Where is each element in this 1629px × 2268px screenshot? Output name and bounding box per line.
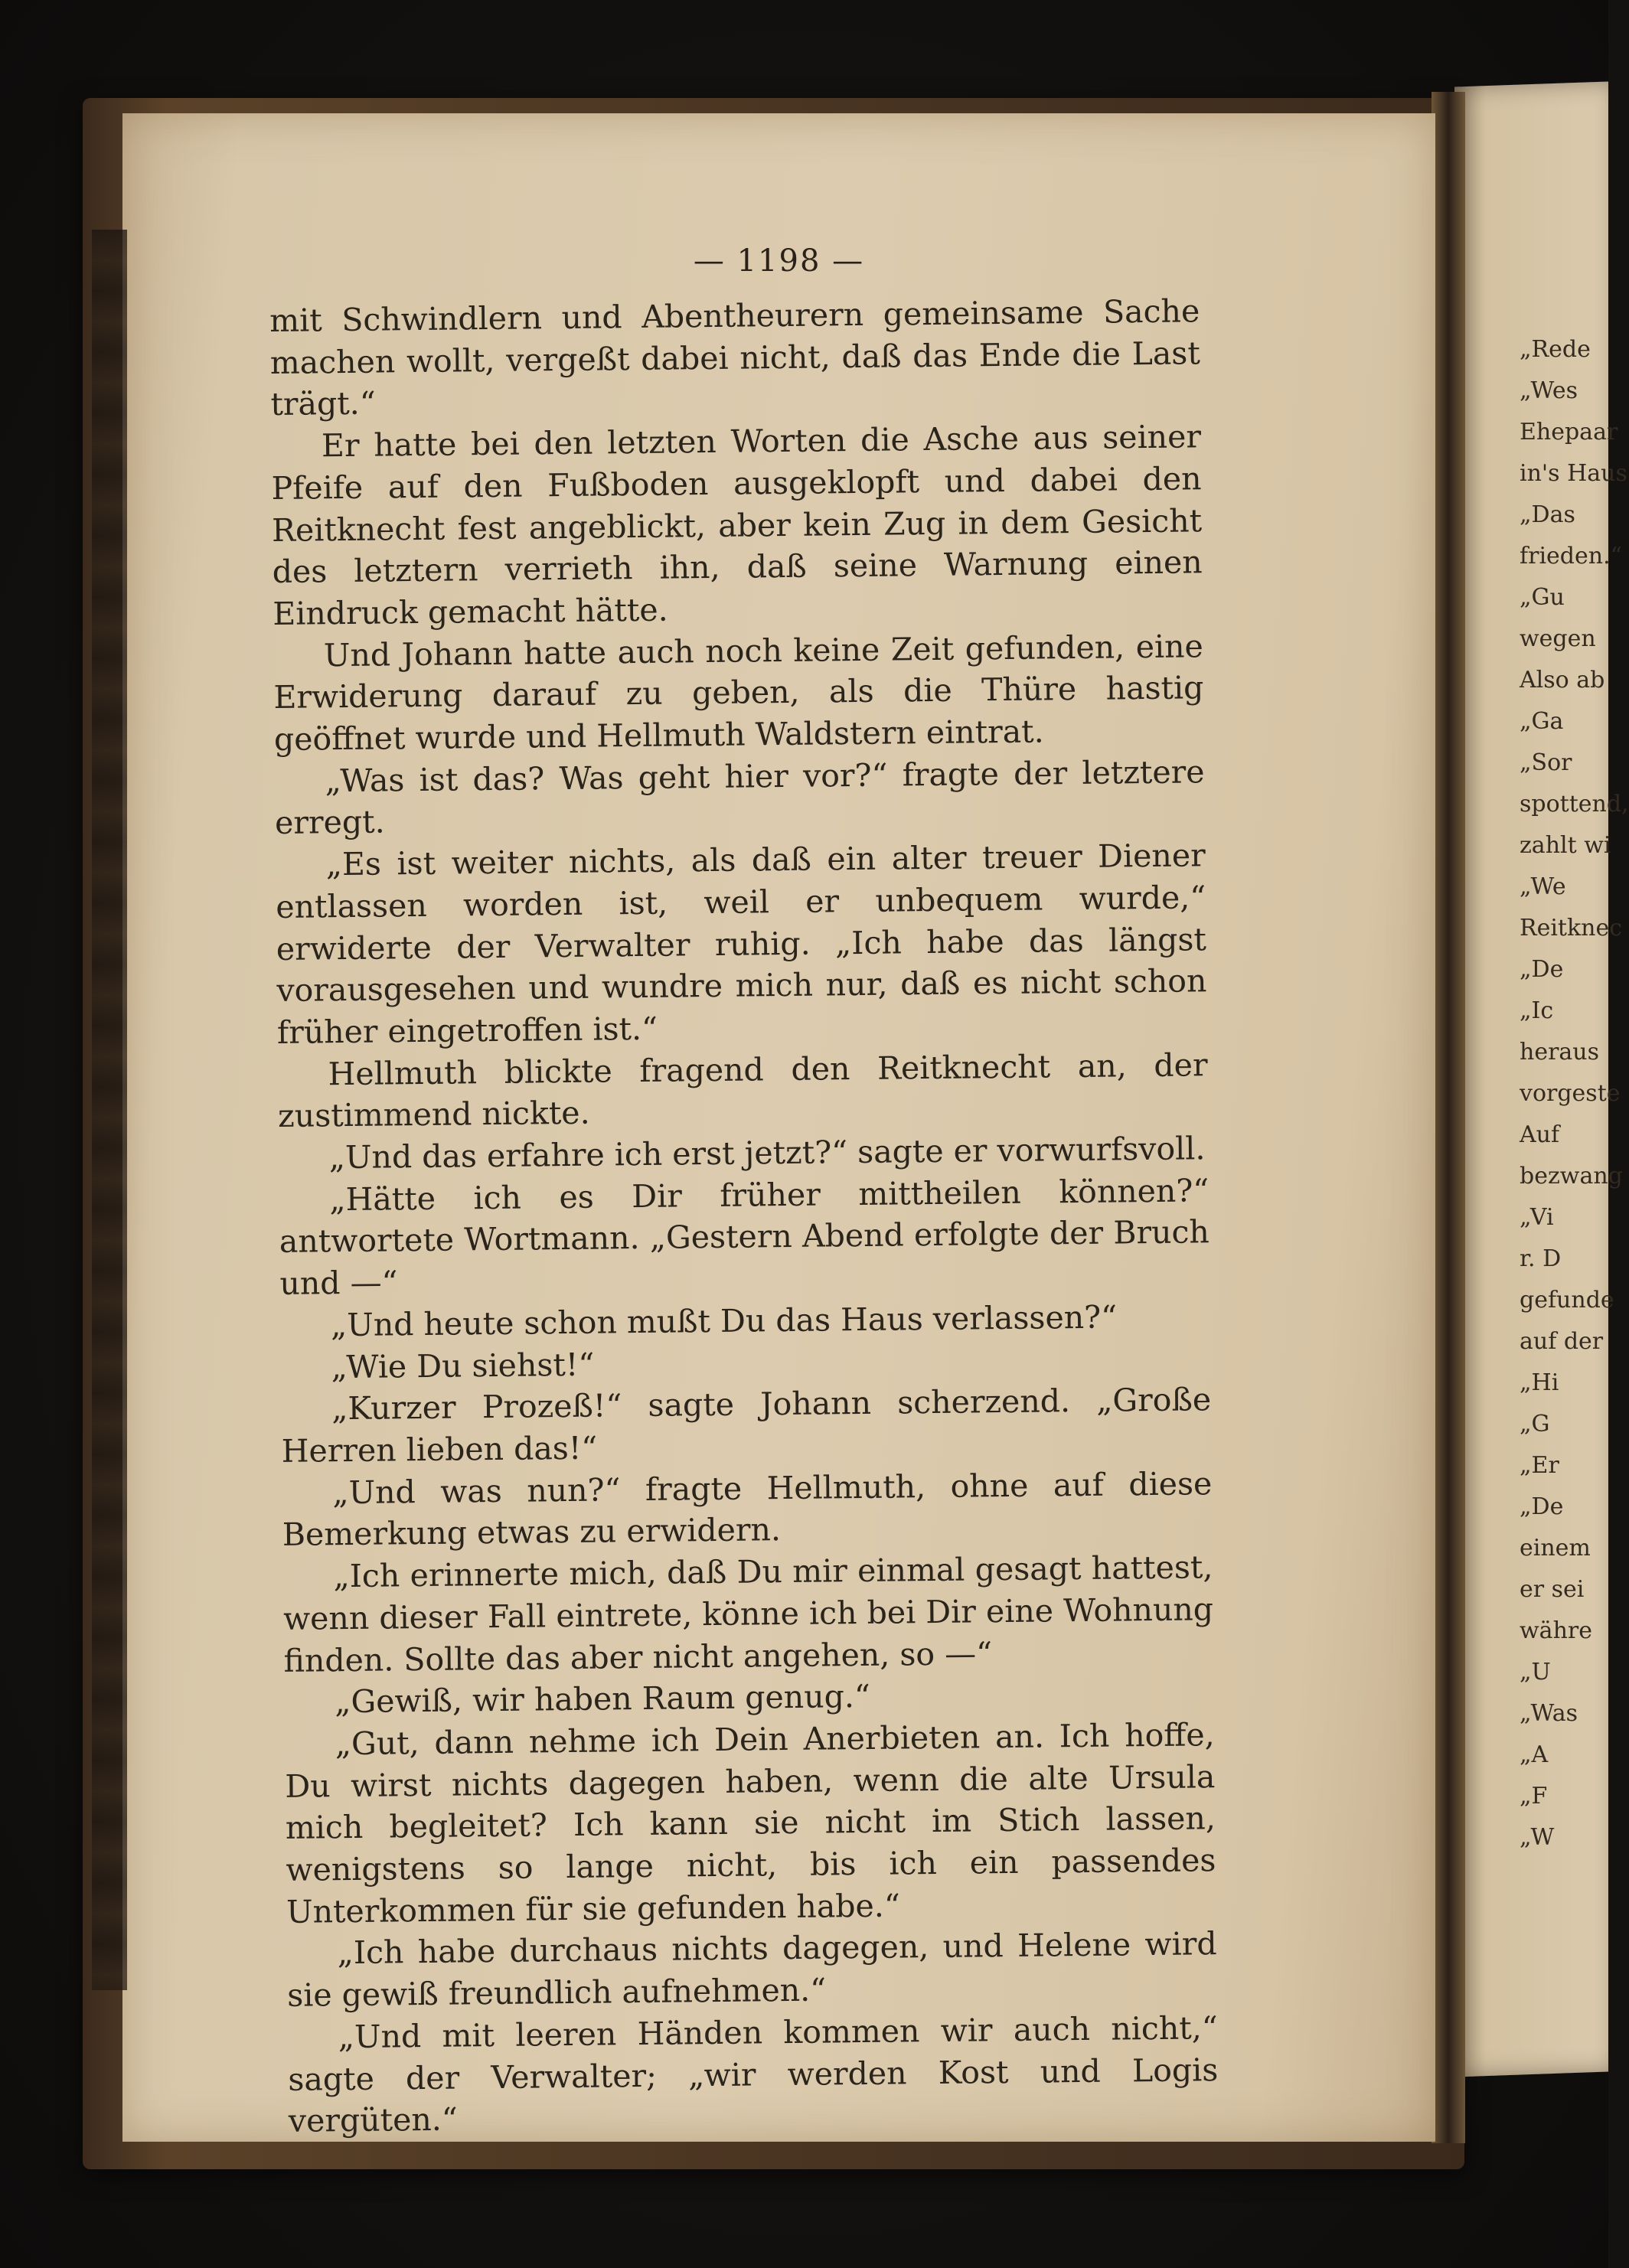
next-page-fragment: spottend,	[1520, 791, 1629, 817]
next-page-fragment: „Was	[1520, 1700, 1578, 1727]
paragraph: „Und das erfahre ich erst jetzt?“ sagte er vorwurfsvoll.	[328, 1130, 1206, 1176]
next-page-fragment: in's Haus	[1520, 460, 1627, 487]
next-page-fragment: „G	[1520, 1411, 1550, 1437]
page-text	[269, 290, 1219, 2142]
next-page-fragment: einem	[1520, 1535, 1591, 1561]
worn-binding-edge	[92, 230, 127, 1990]
next-page-fragment: gefunde	[1520, 1287, 1614, 1313]
paragraph: „Was ist das? Was geht hier vor?“ fragte der letztere erregt.	[274, 752, 1205, 842]
paragraph: „Und mit leeren Händen kommen wir auch nicht,“ sagte der Verwalter; „wir werden Kost und Logis vergüten.“	[288, 2009, 1219, 2140]
next-page-fragment: r. D	[1520, 1245, 1562, 1272]
next-page-fragment: er sei	[1520, 1576, 1585, 1603]
next-page-fragment: „Wes	[1520, 377, 1578, 404]
next-page-fragment: wegen	[1520, 625, 1596, 652]
next-page-fragment: „Gu	[1520, 584, 1565, 611]
next-page-fragment: „De	[1520, 956, 1564, 983]
next-page-fragment: „De	[1520, 1493, 1564, 1520]
page-number-header: — 1198 —	[693, 243, 865, 279]
next-page-fragment: Auf	[1520, 1121, 1560, 1148]
next-page-fragment: Reitknec	[1520, 915, 1623, 941]
next-page-fragment: auf der	[1520, 1328, 1604, 1355]
next-page-fragment: „A	[1520, 1741, 1549, 1768]
next-page-fragment: „Sor	[1520, 749, 1572, 776]
paragraph: „Und heute schon mußt Du das Haus verlassen?“	[330, 1298, 1118, 1344]
next-page-text-fragments	[1520, 329, 1629, 1858]
next-page-fragment: frieden.“	[1520, 543, 1622, 569]
paragraph: „Kurzer Prozeß!“ sagte Johann scherzend. „Große Herren lieben das!“	[281, 1381, 1212, 1470]
next-page-fragment: „We	[1520, 873, 1566, 900]
paragraph: Hellmuth blickte fragend den Reitknecht an, der zustimmend nickte.	[277, 1046, 1208, 1135]
next-page-fragment: Ehepaar	[1520, 419, 1618, 445]
next-page-fragment: „Vi	[1520, 1204, 1554, 1231]
next-page-fragment: „Ga	[1520, 708, 1564, 735]
paragraph: „Gut, dann nehme ich Dein Anerbieten an. Ich hoffe, Du wirst nichts dagegen haben, wenn die alte Ursula mich begleitet? Ich kann sie nicht im Stich lassen, wenigstens so lange nicht, bis ich ein passendes Unterkommen für sie gefunden habe.“	[285, 1716, 1216, 1930]
paragraph: „Und was nun?“ fragte Hellmuth, ohne auf diese Bemerkung etwas zu erwidern.	[282, 1464, 1213, 1554]
next-page-fragment: „Er	[1520, 1452, 1559, 1479]
next-page-fragment: „Ic	[1520, 997, 1554, 1024]
paragraph: Und Johann hatte auch noch keine Zeit gefunden, eine Erwiderung darauf zu geben, als die Thüre hastig geöffnet wurde und Hellmuth Waldstern eintrat.	[273, 627, 1204, 758]
next-page-fragment: „Das	[1520, 501, 1575, 528]
paragraph: „Ich habe durchaus nichts dagegen, und Helene wird sie gewiß freundlich aufnehmen.“	[286, 1925, 1217, 2015]
paragraph: „Gewiß, wir haben Raum genug.“	[334, 1678, 871, 1721]
next-page-fragment: „Rede	[1520, 336, 1591, 363]
next-page-fragment: „U	[1520, 1659, 1551, 1685]
next-page-fragment: heraus	[1520, 1039, 1600, 1065]
paragraph: „Es ist weiter nichts, als daß ein alter treuer Diener entlassen worden ist, weil er unbequem wurde,“ erwiderte der Verwalter ruhig. „Ich habe das längst vorausgesehen und wundre mich nur, daß es nicht schon früher eingetroffen ist.“	[276, 837, 1207, 1051]
next-page-fragment: „F	[1520, 1783, 1548, 1810]
paragraph: „Hätte ich es Dir früher mittheilen können?“ antwortete Wortmann. „Gestern Abend erfolgte der Bruch und —“	[279, 1171, 1210, 1303]
paragraph: „Ich erinnerte mich, daß Du mir einmal gesagt hattest, wenn dieser Fall eintrete, könne ich bei Dir eine Wohnung finden. Sollte das aber nicht angehen, so —“	[282, 1548, 1214, 1679]
paragraph: Er hatte bei den letzten Worten die Asche aus seiner Pfeife auf den Fußboden ausgeklopft und dabei den Reitknecht fest angeblickt, aber kein Zug in dem Gesicht des letztern verrieth ihn, daß seine Warnung einen Eindruck gemacht hätte.	[271, 418, 1203, 632]
next-page-fragment: vorgeste	[1520, 1080, 1621, 1107]
next-page-fragment: „W	[1520, 1824, 1555, 1851]
next-page-fragment: Also ab	[1520, 667, 1605, 693]
next-page-fragment: währe	[1520, 1617, 1592, 1644]
next-page-fragment: bezwang	[1520, 1163, 1623, 1189]
next-page-fragment: „Hi	[1520, 1369, 1559, 1396]
paragraph: mit Schwindlern und Abentheurern gemeinsame Sache machen wollt, vergeßt dabei nicht, daß das Ende die Last trägt.“	[269, 292, 1201, 423]
next-page-fragment: zahlt wi	[1520, 832, 1611, 859]
book-gutter	[1431, 92, 1465, 2143]
paragraph: „Wie Du siehst!“	[331, 1346, 595, 1385]
